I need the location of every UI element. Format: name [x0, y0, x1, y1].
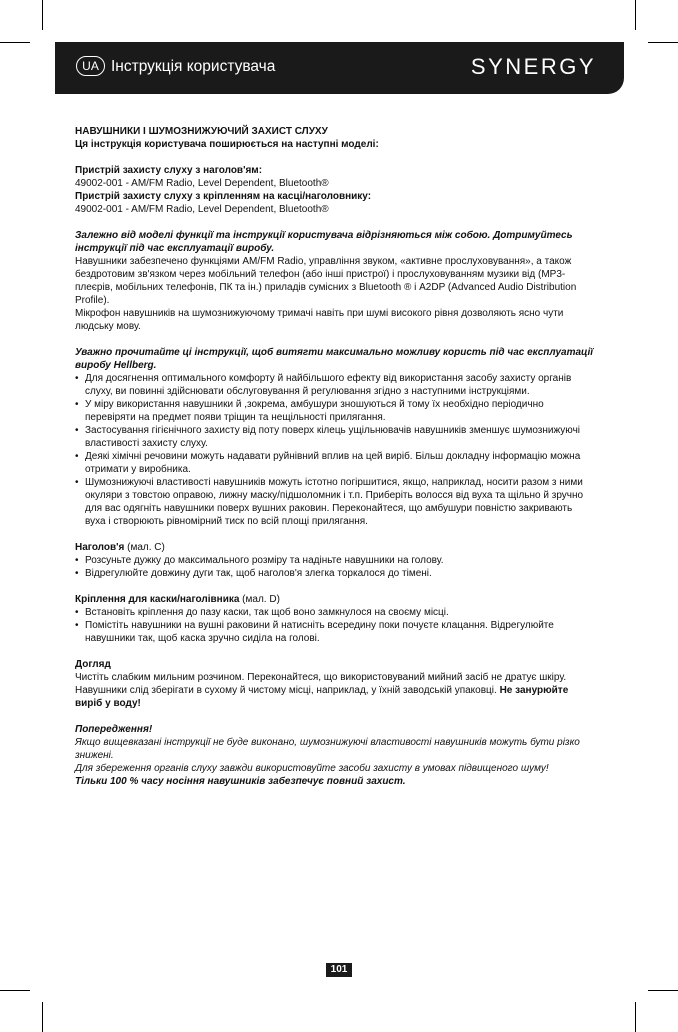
- list-item: • У міру використання навушники й ,зокрема, амбушури зношуються й тому їх необхідно періодично перевіряти на предмет появи тріщин та нещільності прилягання.: [75, 398, 595, 424]
- headband-model-title: Пристрій захисту слуху з наголов'ям:: [75, 165, 263, 176]
- warning-text-2: Для збереження органів слуху завжди використовуйте засоби захисту в умовах підвищеного шуму!: [75, 763, 549, 774]
- list-item: • Встановіть кріплення до пазу каски, так щоб воно замкнулося на своєму місці.: [75, 606, 595, 619]
- helmet-bullets: [75, 606, 595, 645]
- crop-mark: [648, 990, 678, 991]
- care-paragraph: [75, 671, 595, 710]
- care-title: Догляд: [75, 659, 111, 670]
- general-bullets: [75, 372, 595, 528]
- header-title: Інструкція користувача: [111, 58, 276, 75]
- list-item: • Застосування гігієнічного захисту від поту поверх кілець ущільнювачів навушників зменшує шумознижуючі властивості захисту слуху.: [75, 424, 595, 450]
- microphone-paragraph: Мікрофон навушників на шумознижуючому тримачі навіть при шумі високого рівня дозволяють ясно чути людську мову.: [75, 308, 564, 332]
- warning-bold: Тільки 100 % часу носіння навушників забезпечує повний захист.: [75, 776, 406, 787]
- helmet-section-ref: (мал. D): [239, 594, 280, 605]
- headband-bullets: [75, 554, 595, 580]
- list-item: • Розсуньте дужку до максимального розміру та надіньте навушники на голову.: [75, 554, 595, 567]
- helmet-model-title: Пристрій захисту слуху з кріпленням на касці/наголовнику:: [75, 191, 372, 202]
- brand-logo: SYNERGY: [470, 54, 596, 79]
- document-heading: НАВУШНИКИ І ШУМОЗНИЖУЮЧИЙ ЗАХИСТ СЛУХУ: [75, 126, 328, 137]
- language-badge: UA: [76, 56, 105, 76]
- list-item: • Відрегулюйте довжину дуги так, щоб наголов'я злегка торкалося до тімені.: [75, 567, 595, 580]
- crop-mark: [0, 42, 30, 43]
- page-number: 101: [326, 963, 352, 977]
- crop-mark: [635, 0, 636, 30]
- crop-mark: [42, 0, 43, 30]
- read-instructions-note: Уважно прочитайте ці інструкції, щоб витягти максимально можливу користь під час експлуатації виробу Hellberg.: [75, 347, 594, 371]
- helmet-section-title: [75, 593, 595, 606]
- care-text: Чистіть слабким мильним розчином. Переконайтеся, що використовуваний мийний засіб не дратує шкіру. Навушники слід зберігати в сухому й чистому місці, наприклад, у їхній заводській упаковці.: [75, 672, 567, 696]
- crop-mark: [648, 42, 678, 43]
- model-note: Залежно від моделі функції та інструкції користувача відрізняються між собою. Дотримуйтесь інструкції під час експлуатації виробу.: [75, 230, 573, 254]
- features-paragraph: Навушники забезпечено функціями AM/FM Radio, управління звуком, «активне прослуховування», а також бездротовим зв'язком через мобільний телефон (або інші пристрої) і прослуховуванням музики від (MP3-плеєрів, мобільних телефонів, ПК та ін.) приладів сумісних з Bluetooth ® і A2DP (Advanced Audio Distribution Profile).: [75, 256, 577, 306]
- warning-title: Попередження!: [75, 724, 153, 735]
- care-warning: Не занурюйте виріб у воду!: [75, 685, 569, 709]
- header-bar: [55, 42, 624, 94]
- list-item: • Для досягнення оптимального комфорту й найбільшого ефекту від використання засобу захисту органів слуху, ви повинні здійснювати обслуговування й регулювання згідно з наступними інструкціями.: [75, 372, 595, 398]
- headband-model: 49002-001 - AM/FM Radio, Level Dependent, Bluetooth®: [75, 178, 329, 189]
- helmet-model: 49002-001 - AM/FM Radio, Level Dependent, Bluetooth®: [75, 204, 329, 215]
- models-intro: Ця інструкція користувача поширюється на наступні моделі:: [75, 139, 379, 150]
- helmet-section-label: Кріплення для каски/наголівника: [75, 594, 240, 605]
- headband-section-ref: (мал. C): [124, 542, 165, 553]
- list-item: • Деякі хімічні речовини можуть надавати руйнівний вплив на цей виріб. Більш докладну інформацію можна отримати у виробника.: [75, 450, 595, 476]
- headband-section-title: [75, 541, 595, 554]
- headband-section-label: Наголов'я: [75, 542, 125, 553]
- list-item: • Помістіть навушники на вушні раковини й натисніть всередину поки почуєте клацання. Відрегулюйте навушники так, щоб каска зручно сиділа на голові.: [75, 619, 595, 645]
- warning-text-1: Якщо вищевказані інструкції не буде виконано, шумознижуючі властивості навушників можуть бути різко знижені.: [75, 737, 580, 761]
- crop-mark: [635, 1002, 636, 1032]
- document-body: [75, 125, 595, 788]
- crop-mark: [42, 1002, 43, 1032]
- crop-mark: [0, 990, 30, 991]
- list-item: • Шумознижуючі властивості навушників можуть істотно погіршитися, якщо, наприклад, носити разом з ними окуляри з товстою оправою, лижну маску/підшоломник і т.п. Приберіть волосся від вуха та щільно й зручно для вас одягніть навушники поверх вушних раковин. Переконайтеся, що амбушури повністю закривають вуха і створюють рівномірний тиск по всій площі прилягання.: [75, 476, 595, 528]
